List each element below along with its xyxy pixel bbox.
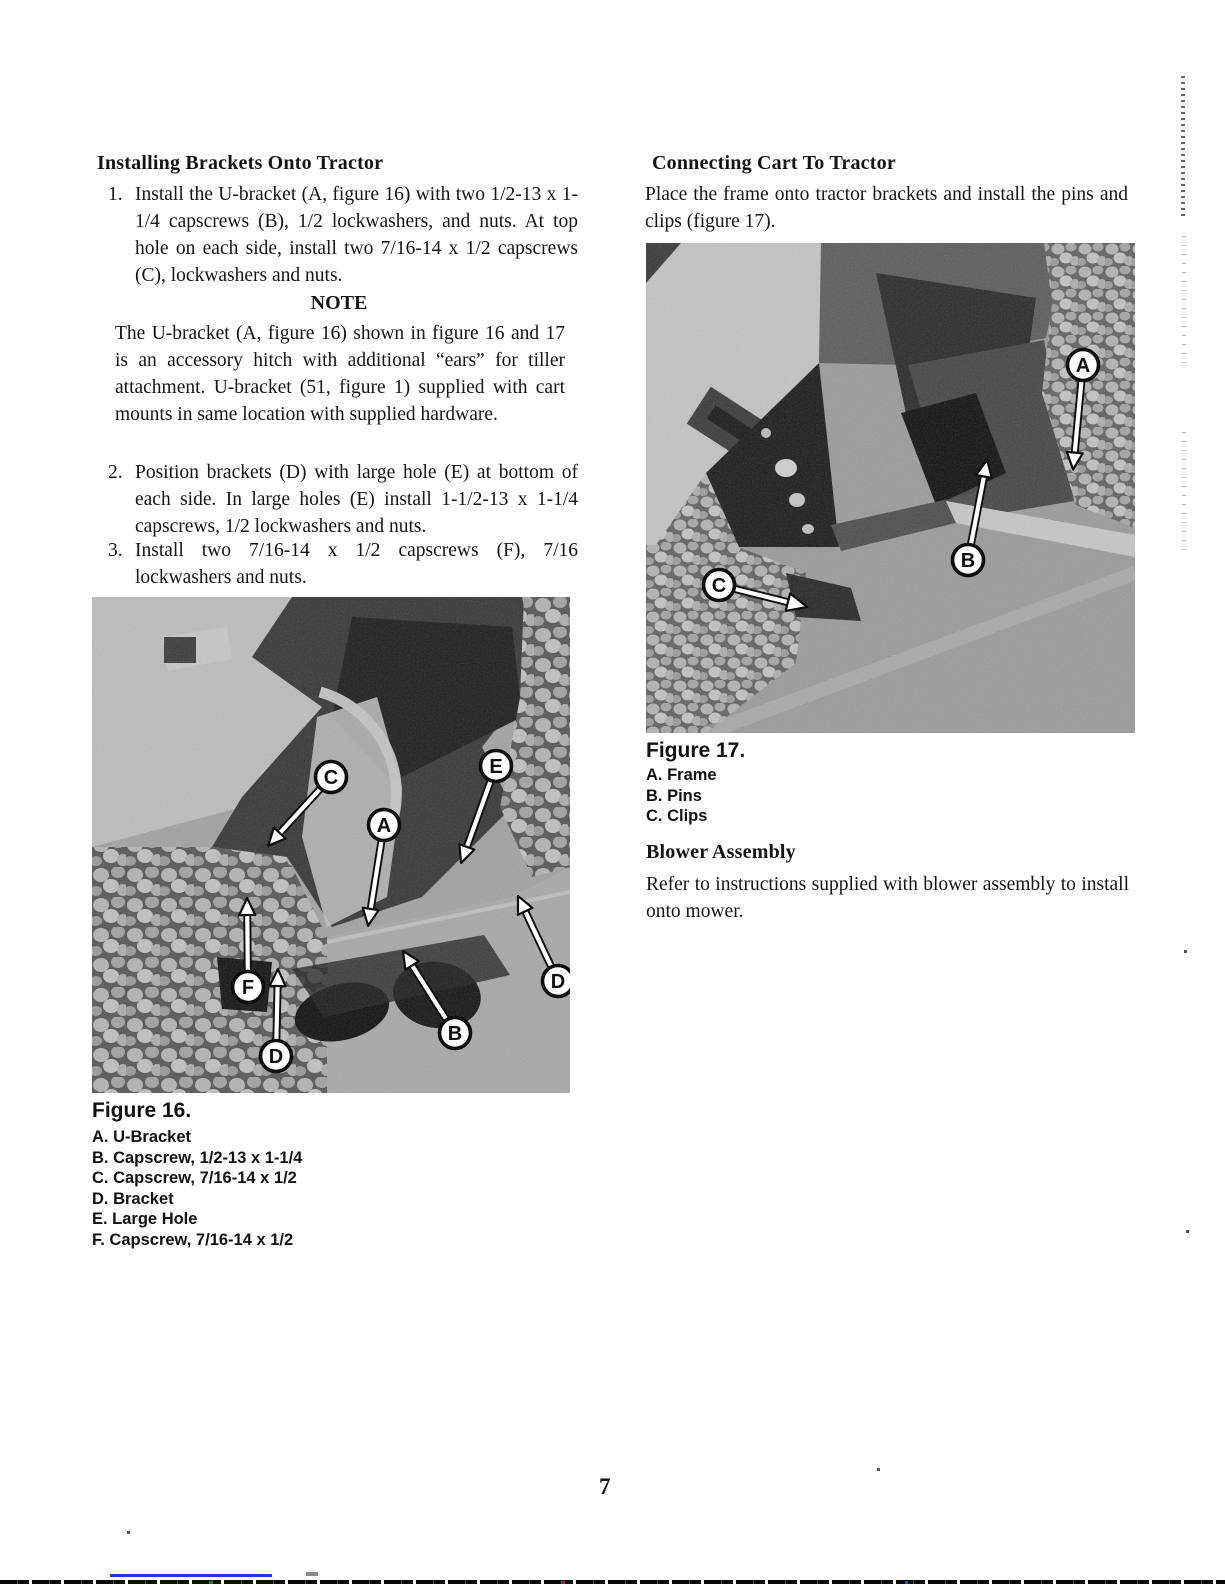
step-3	[108, 537, 578, 591]
figure16-legend-item: D. Bracket	[92, 1189, 174, 1208]
svg-text:B: B	[447, 1023, 463, 1045]
figure17-legend	[646, 765, 717, 827]
section-heading-installing-brackets: Installing Brackets Onto Tractor	[97, 152, 384, 174]
section-heading-connecting-cart: Connecting Cart To Tractor	[652, 152, 896, 174]
figure16-legend-item: A. U-Bracket	[92, 1128, 192, 1146]
callout-d1	[261, 1041, 292, 1072]
figure16-legend-item: C. Capscrew, 7/16-14 x 1/2	[92, 1169, 297, 1188]
note-text: The U-bracket (A, figure 16) shown in figure 16 and 17 is an accessory hitch with additional “ears” for tiller attachment. U-bracket (51, figure 1) supplied with cart mounts in same location with supplied hardware.	[115, 323, 565, 425]
step-text: Install the U-bracket (A, figure 16) with two 1/2-13 x 1-1/4 capscrews (B), 1/2 lockwashers, and nuts. At top hole on each side, install two 7/16-14 x 1/2 capscrews (C), lockwashers and nuts.	[135, 184, 578, 286]
callout-a	[1068, 350, 1099, 381]
page-number: 7	[599, 1474, 611, 1499]
svg-text:A: A	[1075, 355, 1091, 377]
step-number: 2.	[108, 462, 123, 483]
scan-artifact-color-speck	[210, 1581, 213, 1584]
figure17-legend-item: B. Pins	[646, 786, 702, 805]
scan-artifact-speck	[1184, 950, 1187, 953]
scan-artifact-edge-noise	[1182, 430, 1186, 550]
scan-artifact-edge-noise	[1182, 228, 1186, 363]
svg-text:C: C	[323, 767, 339, 789]
connecting-cart-text: Place the frame onto tractor brackets and install the pins and clips (figure 17).	[645, 184, 1128, 232]
scan-artifact-bottom-line	[0, 1580, 1225, 1584]
figure17-legend-item: C. Clips	[646, 807, 708, 826]
scan-artifact-speck	[127, 1531, 130, 1534]
callout-b	[440, 1018, 471, 1049]
scan-artifact-speck	[877, 1468, 880, 1471]
svg-text:D: D	[268, 1046, 284, 1068]
step-text: Install two 7/16-14 x 1/2 capscrews (F), 7/16 lockwashers and nuts.	[135, 540, 578, 588]
svg-text:B: B	[960, 550, 976, 572]
callout-c	[704, 570, 735, 601]
step-1	[108, 181, 578, 289]
figure16-legend	[92, 1127, 302, 1251]
scan-artifact-color-speck	[562, 1581, 565, 1584]
svg-text:F: F	[241, 977, 255, 999]
figure16-legend-item: E. Large Hole	[92, 1210, 198, 1229]
figure16-photo	[92, 597, 570, 1093]
step-number: 3.	[108, 540, 123, 561]
scan-artifact-speck	[1186, 1230, 1189, 1233]
section-heading-blower-assembly: Blower Assembly	[646, 841, 796, 863]
fig17-grain	[646, 243, 1135, 733]
step-text: Position brackets (D) with large hole (E) at bottom of each side. In large holes (E) install 1-1/2-13 x 1-1/4 capscrews, 1/2 lockwashers and nuts.	[135, 462, 578, 537]
scan-artifact-color-speck	[905, 1581, 908, 1584]
step-number: 1.	[108, 184, 123, 205]
figure17-title: Figure 17.	[646, 739, 746, 762]
scan-artifact-blue-line	[110, 1574, 272, 1577]
callout-e	[481, 751, 512, 782]
figure17-legend-item: A. Frame	[646, 766, 717, 784]
note-heading: NOTE	[310, 292, 368, 314]
svg-text:D: D	[550, 971, 566, 993]
callout-a	[369, 810, 400, 841]
svg-text:A: A	[376, 815, 392, 837]
callout-d2	[543, 966, 571, 997]
svg-text:E: E	[489, 756, 503, 778]
step-2	[108, 459, 578, 540]
callout-c	[316, 762, 347, 793]
blower-assembly-text: Refer to instructions supplied with blower assembly to install onto mower.	[646, 874, 1129, 922]
figure16-legend-item: B. Capscrew, 1/2-13 x 1-1/4	[92, 1148, 303, 1167]
svg-text:C: C	[711, 575, 727, 597]
figure16-title: Figure 16.	[92, 1099, 192, 1122]
callout-f	[233, 972, 264, 1003]
scan-artifact-edge-noise	[1181, 74, 1185, 216]
figure17-photo	[646, 243, 1135, 733]
scan-artifact-speck	[306, 1572, 318, 1576]
fig16-grain	[92, 597, 570, 1093]
callout-b	[953, 545, 984, 576]
figure16-legend-item: F. Capscrew, 7/16-14 x 1/2	[92, 1230, 294, 1249]
